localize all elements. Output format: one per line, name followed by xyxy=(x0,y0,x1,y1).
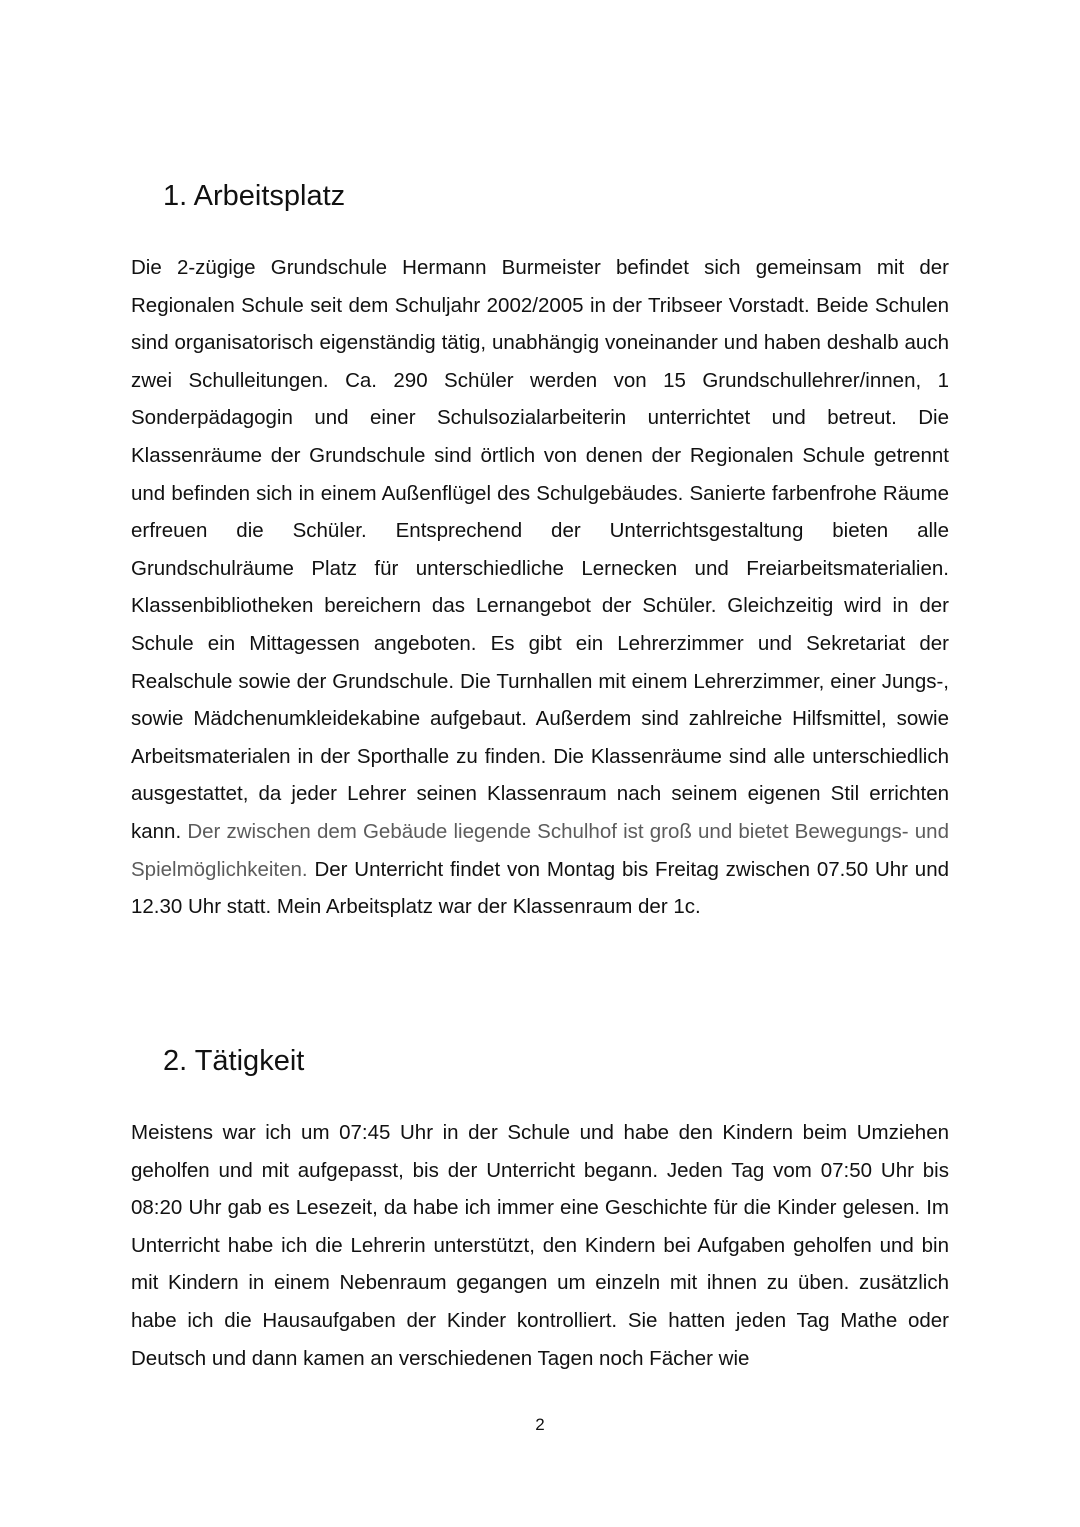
body-text-main: Die 2-zügige Grundschule Hermann Burmeister befindet sich gemeinsam mit der Regionalen Schule seit dem Schuljahr 2002/2005 in der Tribseer Vorstadt. Beide Schulen sind organisatorisch eigenständig tätig, unabhängig voneinander und haben deshalb auch zwei Schulleitungen. Ca. 290 Schüler werden von 15 Grundschullehrer/innen, 1 Sonderpädagogin und einer Schulsozialarbeiterin unterrichtet und betreut. Die Klassenräume der Grundschule sind örtlich von denen der Regionalen Schule getrennt und befinden sich in einem Außenflügel des Schulgebäudes. Sanierte farbenfrohe Räume erfreuen die Schüler. Entsprechend der Unterrichtsgestaltung bieten alle Grundschulräume Platz für unterschiedliche Lernecken und Freiarbeitsmaterialien. Klassenbibliotheken bereichern das Lernangebot der Schüler. Gleichzeitig wird in der Schule ein Mittagessen angeboten. Es gibt ein Lehrerzimmer und Sekretariat der Realschule sowie der Grundschule. Die Turnhallen mit einem Lehrerzimmer, einer Jungs-, sowie Mädchenumkleidekabine aufgebaut. Außerdem sind zahlreiche Hilfsmittel, sowie Arbeitsmaterialen in der Sporthalle zu finden. Die Klassenräume sind alle unterschiedlich ausgestattet, da jeder Lehrer seinen Klassenraum nach seinem eigenen Stil errichten kann. xyxy=(131,256,949,843)
body-text-end: Der Unterricht findet von Montag bis Freitag zwischen 07.50 Uhr und 12.30 Uhr statt. Mein Arbeitsplatz war der Klassenraum der 1c. xyxy=(131,857,949,919)
section-body-arbeitsplatz xyxy=(131,249,949,926)
section-heading-taetigkeit: 2. Tätigkeit xyxy=(163,1045,305,1077)
page-number: 2 xyxy=(535,1415,545,1434)
body-text-gray: Der zwischen dem Gebäude liegende Schulhof ist groß und bietet Bewegungs- und Spielmöglichkeiten. xyxy=(131,819,949,881)
section-heading-arbeitsplatz: 1. Arbeitsplatz xyxy=(163,180,346,212)
section-body-taetigkeit: Meistens war ich um 07:45 Uhr in der Schule und habe den Kindern beim Umziehen geholfen und mit aufgepasst, bis der Unterricht begann. Jeden Tag vom 07:50 Uhr bis 08:20 Uhr gab es Lesezeit, da habe ich immer eine Geschichte für die Kinder gelesen. Im Unterricht habe ich die Lehrerin unterstützt, den Kindern bei Aufgaben geholfen und bin mit Kindern in einem Nebenraum gegangen um einzeln mit ihnen zu üben. zusätzlich habe ich die Hausaufgaben der Kinder kontrolliert. Sie hatten jeden Tag Mathe oder Deutsch und dann kamen an verschiedenen Tagen noch Fächer wie xyxy=(131,1121,949,1370)
